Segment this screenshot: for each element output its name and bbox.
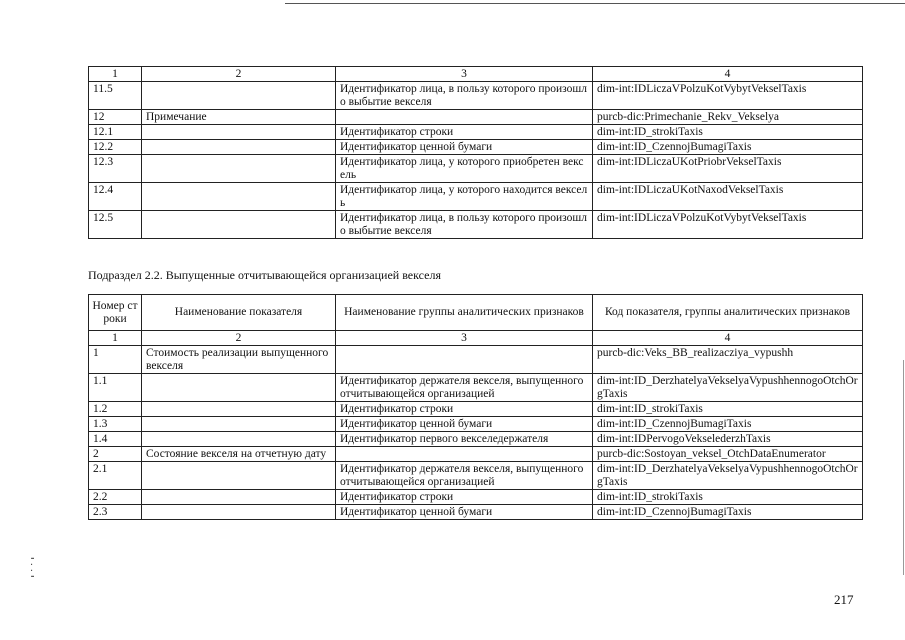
indicator-code: dim-int:IDLiczaUKotPriobrVekselTaxis (593, 155, 863, 183)
column-number: 1 (89, 67, 142, 82)
column-number: 2 (142, 331, 336, 346)
row-number: 1.2 (89, 402, 142, 417)
table-row (89, 505, 863, 520)
table-row (89, 211, 863, 239)
column-number: 2 (142, 67, 336, 82)
group-name: Идентификатор ценной бумаги (336, 505, 593, 520)
row-number: 1.4 (89, 432, 142, 447)
column-number: 4 (593, 331, 863, 346)
row-number: 12.1 (89, 125, 142, 140)
group-name: Идентификатор держателя векселя, выпущенного отчитывающейся организацией (336, 374, 593, 402)
indicator-name (142, 462, 336, 490)
indicator-code: dim-int:IDPervogoVekselederzhTaxis (593, 432, 863, 447)
table-row (89, 462, 863, 490)
column-number: 3 (336, 67, 593, 82)
row-number: 1.3 (89, 417, 142, 432)
group-name: Идентификатор лица, у которого находится вексель (336, 183, 593, 211)
indicator-name (142, 402, 336, 417)
table-row (89, 346, 863, 374)
top-rule (285, 3, 905, 4)
row-number: 1.1 (89, 374, 142, 402)
indicator-code: dim-int:ID_CzennojBumagiTaxis (593, 140, 863, 155)
header-indicator-name: Наименование показателя (142, 295, 336, 331)
table-row (89, 490, 863, 505)
indicator-code: dim-int:ID_CzennojBumagiTaxis (593, 505, 863, 520)
indicator-name: Стоимость реализации выпущенного векселя (142, 346, 336, 374)
indicator-code: dim-int:ID_DerzhatelyaVekselyaVypushhennogoOtchOrgTaxis (593, 374, 863, 402)
table-row (89, 374, 863, 402)
indicator-name (142, 140, 336, 155)
indicator-code: purcb-dic:Veks_BB_realizacziya_vypushh (593, 346, 863, 374)
row-number: 2 (89, 447, 142, 462)
group-name (336, 346, 593, 374)
indicator-name (142, 505, 336, 520)
page-number: 217 (834, 592, 854, 607)
row-number: 1 (89, 346, 142, 374)
table-header-row (89, 295, 863, 331)
indicator-name (142, 374, 336, 402)
indicator-code: dim-int:IDLiczaVPolzuKotVybytVekselTaxis (593, 211, 863, 239)
indicator-code: purcb-dic:Primechanie_Rekv_Vekselya (593, 110, 863, 125)
table-row (89, 125, 863, 140)
indicator-name (142, 183, 336, 211)
indicator-name: Примечание (142, 110, 336, 125)
row-number: 12.5 (89, 211, 142, 239)
group-name: Идентификатор ценной бумаги (336, 140, 593, 155)
table-continuation (88, 66, 863, 239)
indicator-code: dim-int:ID_CzennojBumagiTaxis (593, 417, 863, 432)
column-number: 1 (89, 331, 142, 346)
table-row (89, 140, 863, 155)
indicator-code: dim-int:IDLiczaUKotNaxodVekselTaxis (593, 183, 863, 211)
table-row (89, 432, 863, 447)
row-number: 11.5 (89, 82, 142, 110)
table-row (89, 447, 863, 462)
row-number: 12.3 (89, 155, 142, 183)
table-row (89, 82, 863, 110)
indicator-code: dim-int:IDLiczaVPolzuKotVybytVekselTaxis (593, 82, 863, 110)
table-row (89, 402, 863, 417)
scan-edge-line (903, 360, 904, 575)
group-name: Идентификатор лица, в пользу которого произошло выбытие векселя (336, 211, 593, 239)
row-number: 2.2 (89, 490, 142, 505)
indicator-name: Состояние векселя на отчетную дату (142, 447, 336, 462)
group-name: Идентификатор строки (336, 125, 593, 140)
column-number-row (89, 67, 863, 82)
group-name: Идентификатор держателя векселя, выпущенного отчитывающейся организацией (336, 462, 593, 490)
indicator-name (142, 82, 336, 110)
indicator-name (142, 432, 336, 447)
scan-margin-marks: ⁃ ⁚ ⁃ (30, 554, 35, 583)
subsection-title: Подраздел 2.2. Выпущенные отчитывающейся организацией векселя (88, 268, 441, 282)
indicator-code: purcb-dic:Sostoyan_veksel_OtchDataEnumerator (593, 447, 863, 462)
indicator-name (142, 125, 336, 140)
indicator-name (142, 211, 336, 239)
row-number: 12.2 (89, 140, 142, 155)
column-number-row (89, 331, 863, 346)
table-issued-bills (88, 294, 863, 520)
table-row (89, 110, 863, 125)
group-name: Идентификатор ценной бумаги (336, 417, 593, 432)
row-number: 2.1 (89, 462, 142, 490)
indicator-code: dim-int:ID_strokiTaxis (593, 125, 863, 140)
group-name (336, 447, 593, 462)
header-row-number: Номер строки (89, 295, 142, 331)
group-name: Идентификатор лица, в пользу которого произошло выбытие векселя (336, 82, 593, 110)
header-code: Код показателя, группы аналитических признаков (593, 295, 863, 331)
indicator-name (142, 155, 336, 183)
row-number: 12.4 (89, 183, 142, 211)
table-row (89, 183, 863, 211)
indicator-code: dim-int:ID_strokiTaxis (593, 402, 863, 417)
group-name: Идентификатор первого векселедержателя (336, 432, 593, 447)
indicator-code: dim-int:ID_strokiTaxis (593, 490, 863, 505)
group-name: Идентификатор лица, у которого приобретен вексель (336, 155, 593, 183)
table-row (89, 417, 863, 432)
group-name: Идентификатор строки (336, 490, 593, 505)
row-number: 2.3 (89, 505, 142, 520)
indicator-code: dim-int:ID_DerzhatelyaVekselyaVypushhennogoOtchOrgTaxis (593, 462, 863, 490)
group-name (336, 110, 593, 125)
row-number: 12 (89, 110, 142, 125)
indicator-name (142, 490, 336, 505)
column-number: 4 (593, 67, 863, 82)
table-row (89, 155, 863, 183)
header-group-name: Наименование группы аналитических признаков (336, 295, 593, 331)
column-number: 3 (336, 331, 593, 346)
indicator-name (142, 417, 336, 432)
group-name: Идентификатор строки (336, 402, 593, 417)
